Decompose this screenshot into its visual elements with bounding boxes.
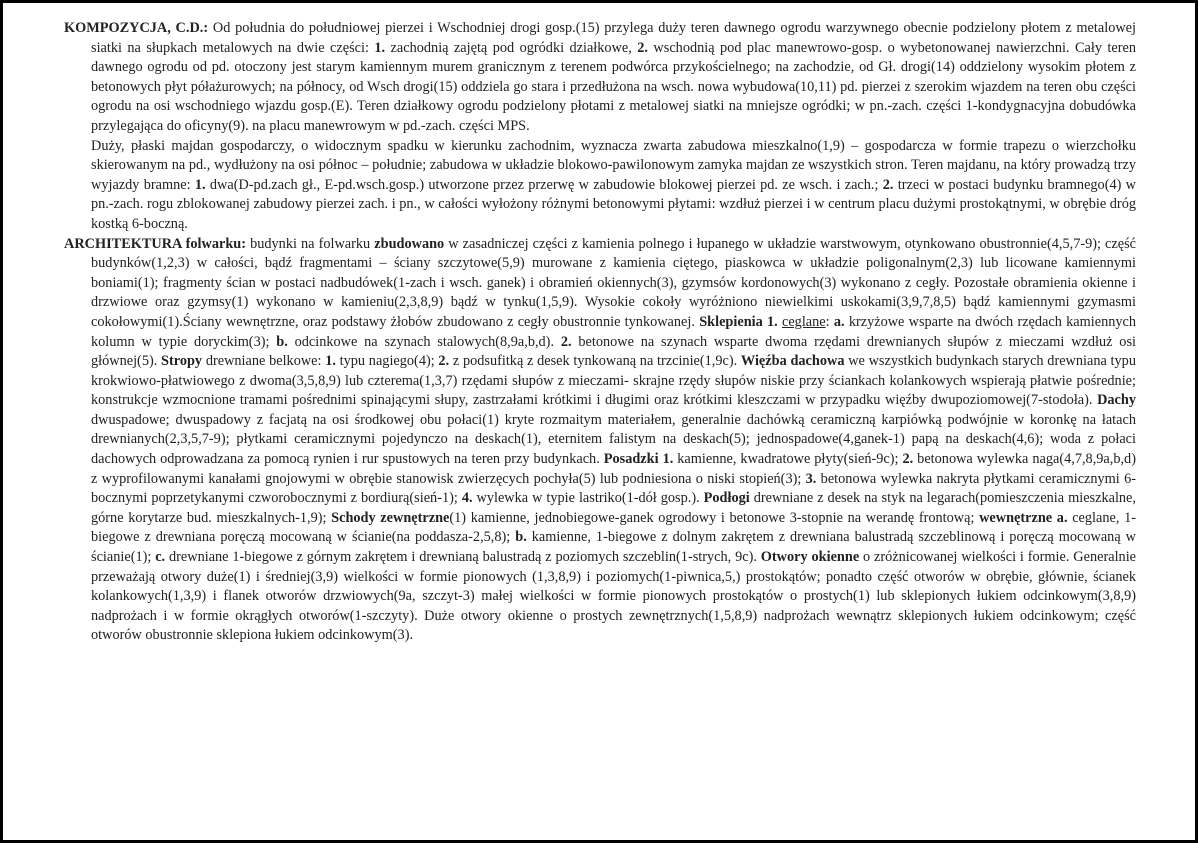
text-run: Sklepienia 1. <box>699 313 778 330</box>
kompozycja-heading: KOMPOZYCJA, C.D.: <box>64 20 209 36</box>
document-body <box>64 19 1136 646</box>
text-run: kamienne, kwadratowe płyty(sień-9c); <box>673 451 903 468</box>
text-run: (1) kamienne, jednobiegowe-ganek ogrodowy i betonowe 3-stopnie na werandę frontową; <box>449 509 980 526</box>
text-run: zbudowano <box>374 235 445 252</box>
text-run: krzyżowe wsparte na dwóch rzędach kamiennych kolumn w typie doryckim(3); <box>91 313 1137 350</box>
text-run: 1. <box>374 39 386 56</box>
text-run: 3. <box>805 470 817 487</box>
text-run: Duży, płaski majdan gospodarczy, o widocznym spadku w kierunku zachodnim, wyznacza zwarta zabudowa mieszkalno(1,9) – gospodarcza w formie trapezu o wierzchołku skierowanym na pd., wydłużony na osi północ – południe; zabudowa w układzie blokowo-pawilonowym zamyka majdan ze wszystkich stron. Teren majdanu, na który prowadzą trzy wyjazdy bramne: <box>91 137 1136 193</box>
text-run: 1. <box>194 176 206 193</box>
text-run: ceglane, 1-biegowe z drewniana poręczą mocowaną w ścianie(na poddasza-2,5,8); <box>91 509 1136 546</box>
text-run: 1. <box>325 353 336 370</box>
text-run: wewnętrzne a. <box>979 509 1068 526</box>
text-run: 2. <box>438 353 450 370</box>
text-run: Schody zewnętrzne <box>331 509 450 526</box>
text-run: dwa(D-pd.zach gł., E-pd.wsch.gosp.) utworzone przez przerwę w zabudowie blokowej pierzei pd. ze wsch. i zach.; <box>205 176 883 193</box>
text-run: drewniane belkowe: <box>202 353 326 370</box>
text-run: Posadzki 1. <box>603 451 674 468</box>
text-run: odcinkowe na szynach stalowych(8,9a,b,d). <box>287 333 561 350</box>
page-border-left <box>0 0 3 843</box>
text-run: wylewka w typie lastriko(1-dół gosp.). <box>472 490 704 507</box>
text-run: Otwory okienne <box>760 549 860 566</box>
text-run: 2. <box>882 176 894 193</box>
architektura-paragraph <box>64 235 1136 646</box>
text-run: betonowa wylewka nakryta płytkami ceramicznymi 6-bocznymi poprzetykanymi czworobocznymi z bordiurą(sień-1); <box>91 470 1136 507</box>
text-run: betonowa wylewka naga(4,7,8,9a,b,d) z wyprofilowanymi kanałami gnojowymi w obrębie stanowisk zwierzęcych pochyła(5) lub podniesiona o niski stopień(3); <box>91 451 1136 487</box>
text-run: Podłogi <box>703 490 750 507</box>
text-run: we wszystkich budynkach starych drewniana typu krokwiowo-płatwiowego z dwoma(3,5,8,9) lub czterema(1,3,7) rzędami słupów z mieczami- skrajne rzędy słupów niskie przy ściankach kolankowych wspierają płatwie pośrednie; konstrukcje wzmocnione tramami pośrednimi spinającymi słupy, zastrzałami krótkimi i długimi oraz krótkimi kleszczami w przypadku więźby dwupoziomowej(7-stodoła). <box>91 353 1136 409</box>
kompozycja-text-2 <box>91 138 1136 232</box>
text-run: betonowe na szynach wsparte dwoma rzędami drewnianych słupów z mieczami wzdłuż osi głównej(5). <box>91 333 1136 370</box>
kompozycja-text-1 <box>91 20 1136 134</box>
text-run: b. <box>276 333 288 350</box>
text-run: Od południa do południowej pierzei i Wschodniej drogi gosp.(15) przylega duży teren dawnego ogrodu warzywnego obecnie podzielony płotem z metalowej siatki na słupkach metalowych na dwie części: <box>91 20 1136 56</box>
text-run: c. <box>155 549 166 566</box>
architektura-text <box>91 236 1136 644</box>
text-run: z podsufitką z desek tynkowaną na trzcinie(1,9c). <box>449 353 741 370</box>
text-run: w zasadniczej części z kamienia polnego i łupanego w układzie warstwowym, otynkowano obustronnie(4,5,7-9); część budynków(1,2,3) w całości, bądź fragmentami – ściany szczytowe(5,9) murowane z kamienia ciętego, piaskowca w układzie poligonalnym(2,3) lub licowane kamiennymi boniami(1); fragmenty ścian w postaci nadbudówek(1-zach i wsch. ganek) i obramień okiennych(3), gzymsów kordonowych(3) wykonano z cegły. Pozostałe obramienia okienne i drzwiowe oraz gzymsy(1) wykonano w kamieniu(2,3,8,9) bądź w tynku(1,5,9). Wysokie cokoły wyróżniono niewielkimi uskokami(3,9,7,8,5) bądź kamiennymi gzymasmi cokołowymi(1).Ściany wewnętrzne, oraz podstawy żłobów zbudowano z cegły obustronnie tynkowanej. <box>91 235 1137 330</box>
text-run: 2. <box>637 39 648 56</box>
text-run: Stropy <box>161 353 203 370</box>
kompozycja-paragraph-2 <box>64 137 1136 235</box>
text-run: Więźba dachowa <box>740 353 845 370</box>
kompozycja-paragraph-1 <box>64 19 1136 137</box>
text-run: a. <box>833 313 845 330</box>
text-run: drewniane z desek na styk na legarach(pomieszczenia mieszkalne, górne korytarze bud. mieszkalnych-1,9); <box>91 490 1136 526</box>
text-run: : <box>825 313 834 330</box>
text-run: o zróżnicowanej wielkości i formie. Generalnie przeważają otwory duże(1) i średniej(3,9) wielkości w formie pionowych (1,3,8,9) i poziomych(1-piwnica,5,) prostokątów; ponadto część otworów w obrębie, głównie, ścianek kolankowych(1,3,9) i flanek otworów drzwiowych(9a, szczyt-3) małej wielkości w formie pionowych prostokątów o prostych(1) lub sklepionych łukiem odcinkowym(3,8,9) nadprożach i w formie okrągłych otworów(1-szczyty). Duże otwory okienne o prostych zewnętrznych(1,5,8,9) nadprożach wewnątrz sklepionych łukiem odcinkowym; część otworów obustronnie sklepiona łukiem odcinkowym(3). <box>91 549 1137 644</box>
text-run: ceglane <box>781 313 826 330</box>
architektura-heading: ARCHITEKTURA folwarku: <box>64 235 247 252</box>
text-run: zachodnią zajętą pod ogródki działkowe, <box>385 39 638 56</box>
text-run: Dachy <box>1097 392 1136 409</box>
page-border-top <box>0 0 1198 3</box>
text-run: wschodnią pod plac manewrowo-gosp. o wybetonowanej nawierzchni. Cały teren dawnego ogrodu od pd. otoczony jest starym kamiennym murem granicznym z terenem podwórca przykościelnego; na zachodzie, od Gł. drogi(14) oddzielony wysokim płotem z betonowych płyt półażurowych; na północy, od Wsch drogi(15) oddziela go stara i przedłużona na wsch. nowa wybudowa(10,11) pd. pierzei z szerokim wjazdem na teren obu części ogrodu na osi wschodniego wjazdu gosp.(E). Teren działkowy ogrodu podzielony płotami z metalowej siatki na mniejsze ogródki; w pn.-zach. części 1-kondygnacyjna dobudówka przylegająca do oficyny(9). na placu manewrowym w pd.-zach. części MPS. <box>91 39 1137 134</box>
text-run: b. <box>515 529 527 546</box>
text-run: dwuspadowe; dwuspadowy z facjatą na osi środkowej obu połaci(1) kryte rozmaitym materiałem, generalnie dachówką ceramiczną karpiówką podwójnie w koronkę na łatach drewnianych(2,3,5,7-9); płytkami ceramicznymi pojedynczo na deskach(1), eternitem falistym na deskach(5); jednospadowe(4,ganek-1) papą na deskach(4,6); woda z połaci dachowych odprowadzana za pomocą rynien i rur spustowych na teren przy budynkach. <box>91 411 1136 468</box>
text-run: kamienne, 1-biegowe z dolnym zakrętem z drewniana balustradą szczeblinową i poręczą mocowaną w ścianie(1); <box>91 529 1136 566</box>
text-run: trzeci w postaci budynku bramnego(4) w pn.-zach. rogu zblokowanej zabudowy pierzei zach. i pn., w całości wyłożony różnymi betonowymi płytami: wzdłuż pierzei i w centrum placu dużymi prostokątnymi, w obrębie dróg kostką 6-boczną. <box>91 176 1136 232</box>
text-run: drewniane 1-biegowe z górnym zakrętem i drewnianą balustradą z poziomych szczeblin(1-strych, 9c). <box>165 549 761 566</box>
text-run: 2. <box>902 451 914 468</box>
text-run: typu nagiego(4); <box>335 353 439 370</box>
text-run: 2. <box>560 333 572 350</box>
text-run: 4. <box>461 490 473 507</box>
text-run: budynki na folwarku <box>246 235 375 252</box>
